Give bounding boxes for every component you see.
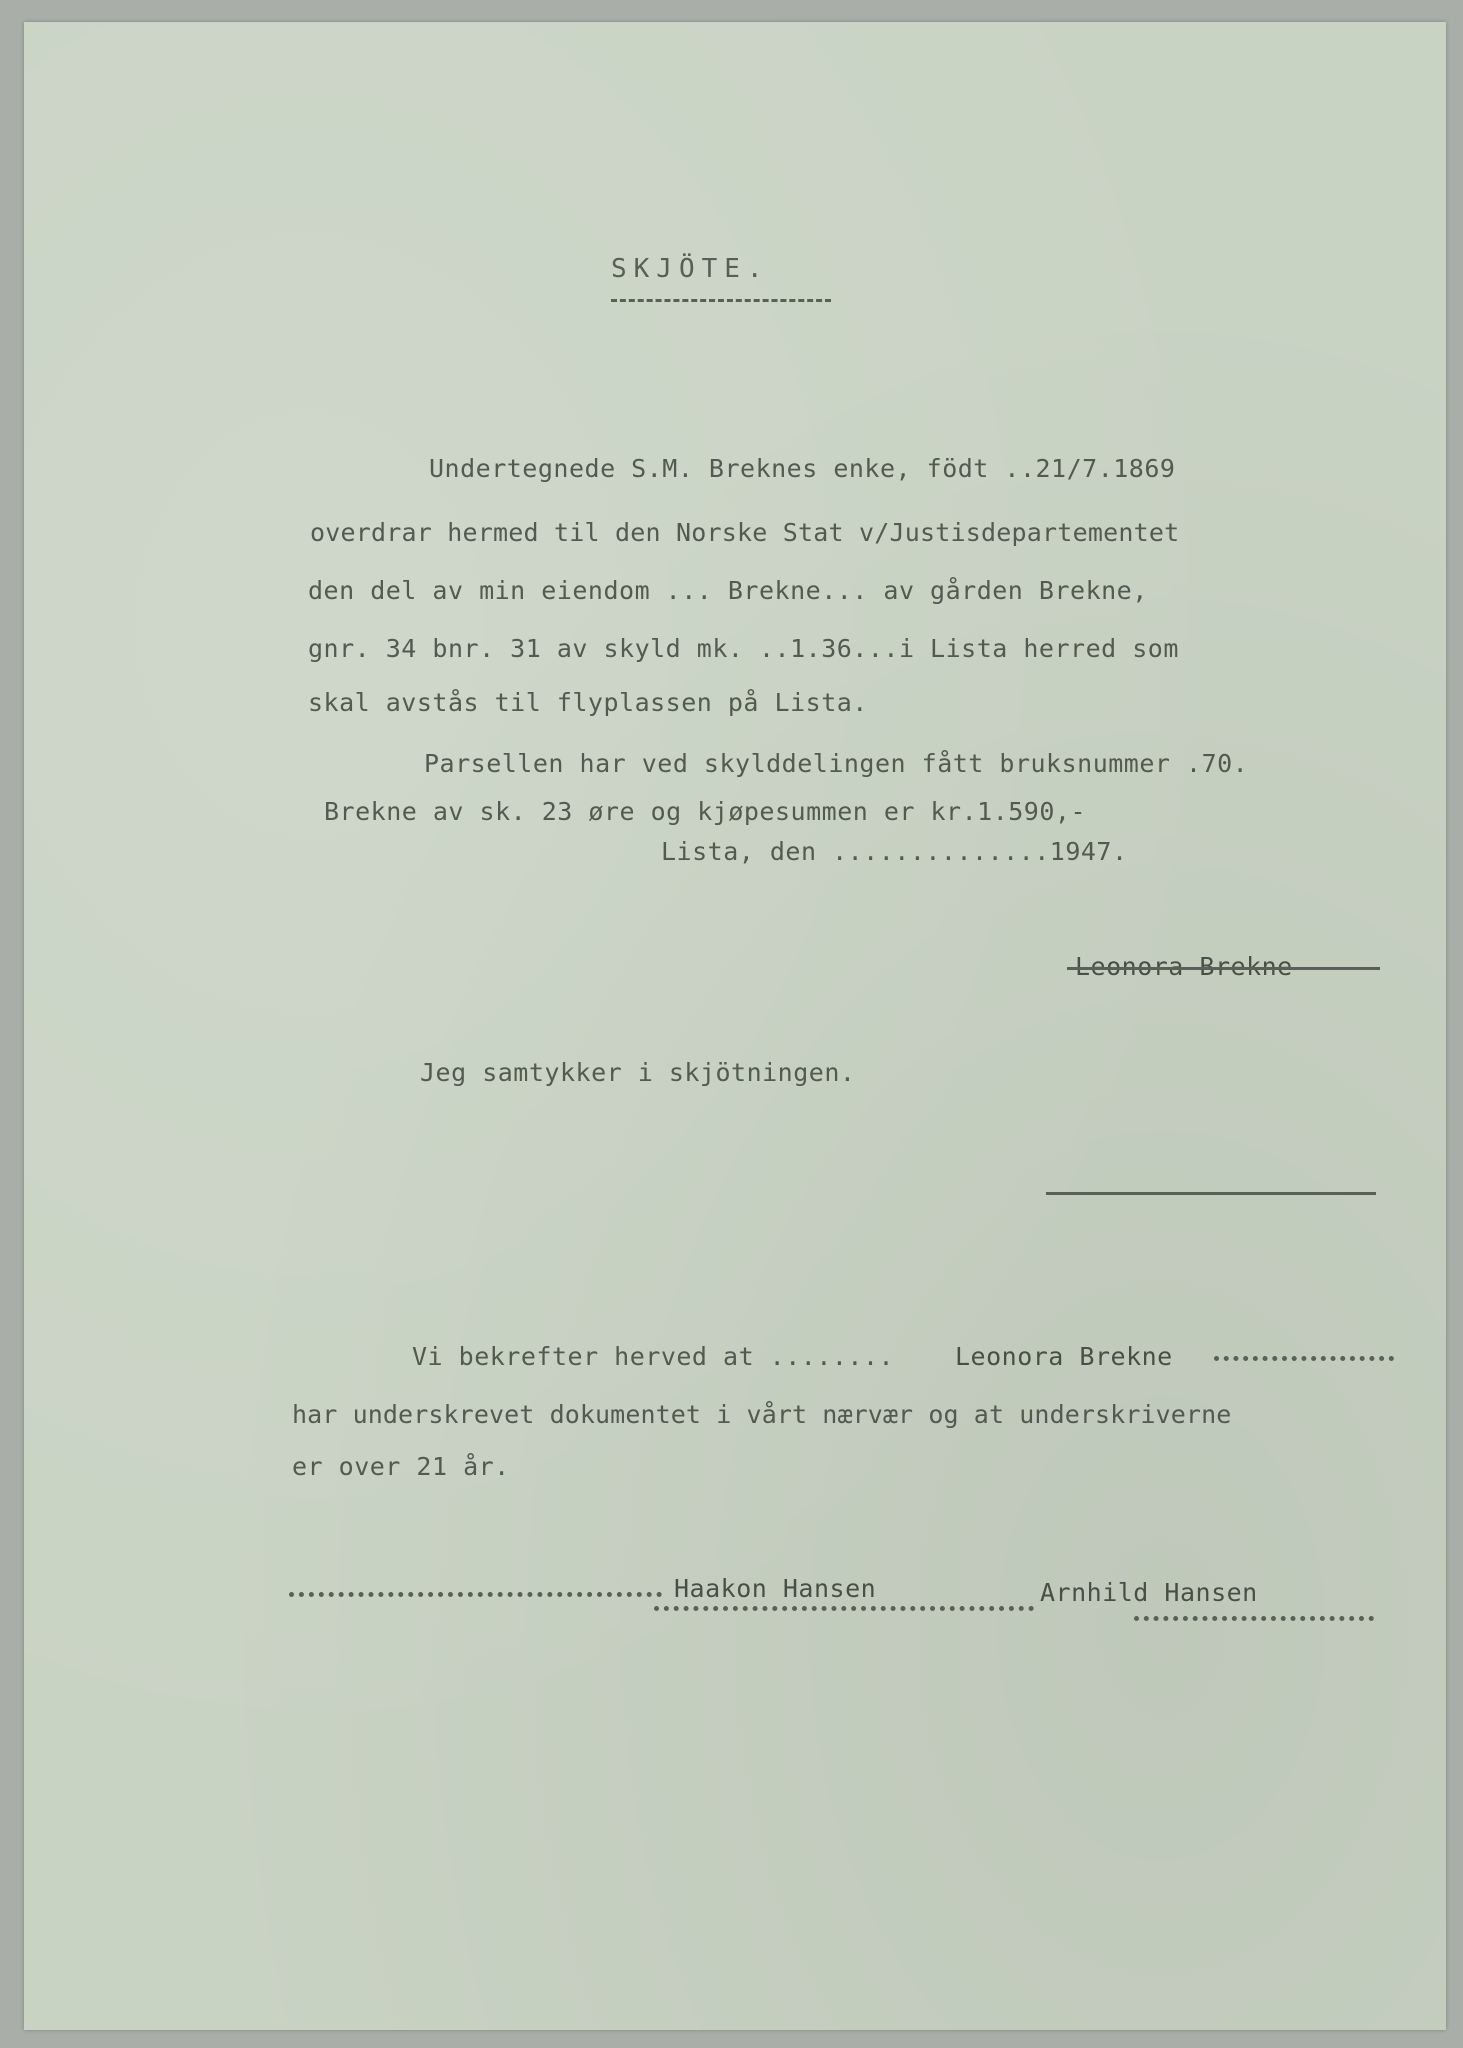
document-title: SKJÖTE. [611, 254, 770, 284]
paragraph2-line2: Brekne av sk. 23 øre og kjøpesummen er kr.1.590,- [324, 797, 1087, 826]
consent-signature-line [1046, 1192, 1376, 1195]
witness-dotted-line-right [1134, 1616, 1374, 1621]
seller-signature-line [1067, 967, 1380, 970]
seller-signature: Leonora Brekne [1075, 952, 1293, 981]
witness-named-dotted-fill [1214, 1356, 1394, 1361]
paragraph1-line3: den del av min eiendom ... Brekne... av gården Brekne, [308, 576, 1148, 605]
paragraph1-line1: Undertegnede S.M. Breknes enke, födt ..21/7.1869 [429, 454, 1176, 483]
witness1-signature: Haakon Hansen [674, 1574, 877, 1603]
paragraph1-line5: skal avstås til flyplassen på Lista. [308, 688, 868, 717]
paragraph2-line1: Parsellen har ved skylddelingen fått bruksnummer .70. [424, 749, 1249, 778]
witness-dotted-line-left [289, 1592, 662, 1597]
witness-dotted-line-middle [654, 1606, 1034, 1611]
witness-text-line3: er over 21 år. [292, 1452, 510, 1481]
paragraph1-line2: overdrar hermed til den Norske Stat v/Justisdepartementet [310, 518, 1180, 547]
consent-text: Jeg samtykker i skjötningen. [420, 1058, 856, 1087]
witness-text-line2: har underskrevet dokumentet i vårt nærvær og at underskriverne [292, 1400, 1232, 1429]
paragraph1-line4: gnr. 34 bnr. 31 av skyld mk. ..1.36...i Lista herred som [308, 634, 1179, 663]
document-page [24, 22, 1446, 2030]
witness-text-line1: Vi bekrefter herved at ........ [412, 1342, 895, 1371]
title-underline [611, 299, 831, 302]
witness-named-person: Leonora Brekne [955, 1342, 1173, 1371]
place-date: Lista, den ..............1947. [661, 837, 1128, 866]
witness2-signature: Arnhild Hansen [1040, 1578, 1258, 1607]
